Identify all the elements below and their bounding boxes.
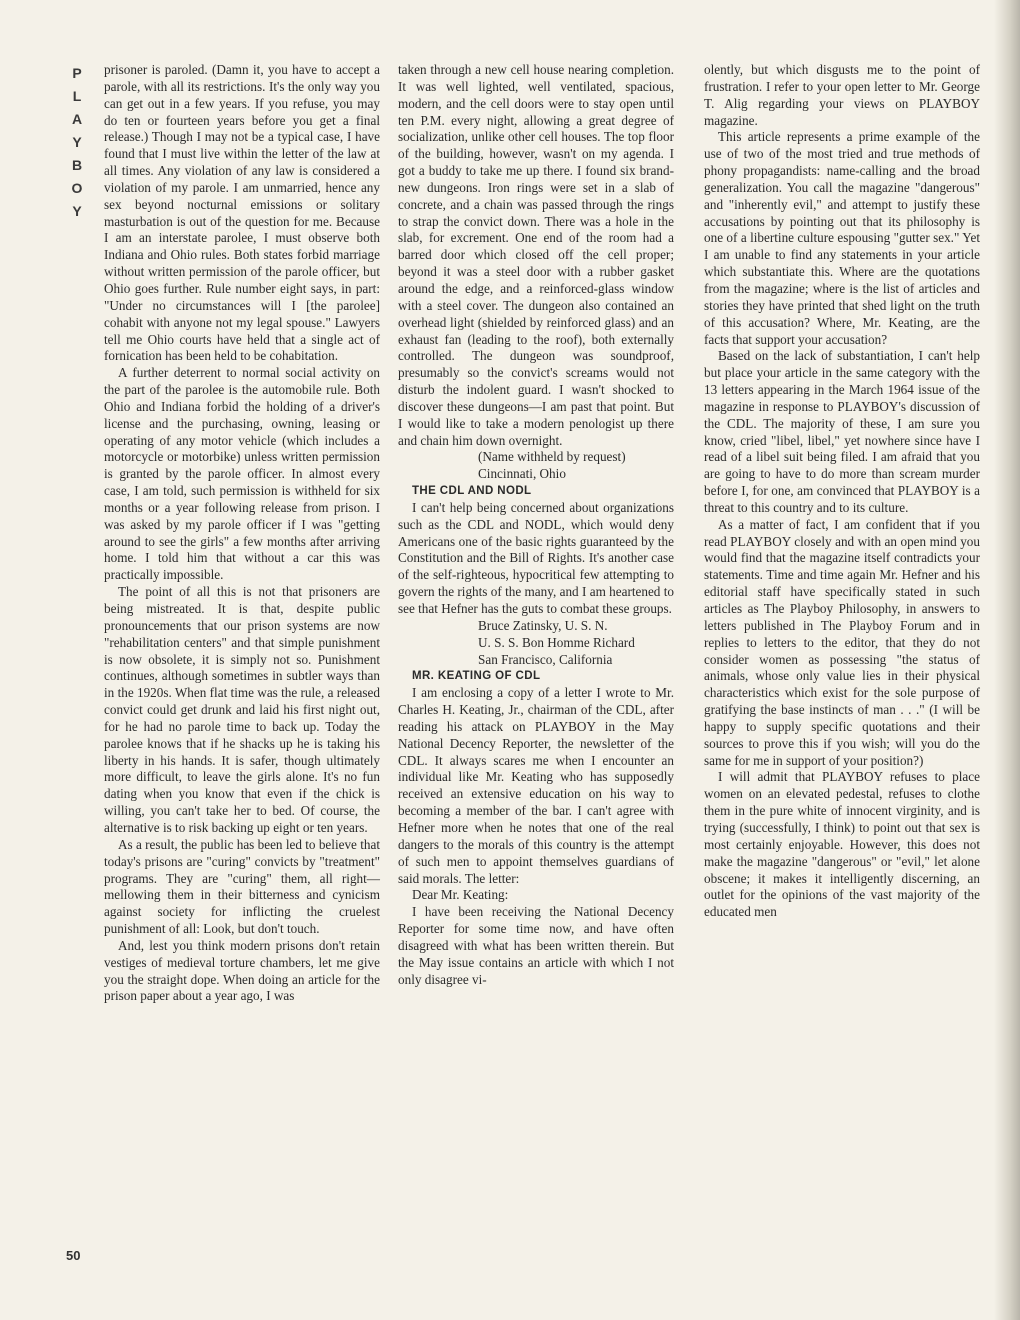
paragraph: This article represents a prime example of the use of two of the most tried and true methods of phony propagandists: name-calling and the broad generalization. You call the magazine "dangerous" and "inherently evil," and attempt to justify these accusations by pointing out that its philosophy is one of a libertine culture espousing "gutter sex." Yet I am unable to find any statements in your article which substantiate this. Where are the quotations from the magazine; where is the list of articles and stories they have printed that shed light on the truth of this accusation? Where, Mr. Keating, are the facts that support your accusation? (704, 129, 980, 347)
letter-salutation: Dear Mr. Keating: (412, 887, 509, 903)
paragraph: taken through a new cell house nearing completion. It was well lighted, well ventilated, spacious, modern, and the cell doors were to stay open until ten P.M. every night, allowing a great degree of socialization, unlike other cell houses. The top floor of the building, however, wasn't on my agenda. I got a buddy to take me up there. I found six brand-new dungeons. Iron rings were set in a slab of concrete, and a chain was passed through the rings to strap the convict down. There was a hole in the slab, for excrement. One end of the room had a barred door which closed off the cell proper; beyond it was a steel door with a rubber gasket around the edge, and a reinforced-glass window with a steel cover. The dungeon also contained an overhead light (shielded by reinforced glass) and an exhaust fan (leading to the roof), both externally controlled. The dungeon was soundproof, presumably so the convict's screams would not disturb the indolent guard. I wasn't shocked to discover these dungeons—I am past that point. But I would like to take a modern penologist up there and chain him down overnight. (398, 62, 674, 448)
logo-letter: L (72, 88, 82, 104)
logo-letter: A (71, 111, 83, 127)
magazine-side-logo (64, 62, 90, 223)
signature-name: Bruce Zatinsky, U. S. N. (478, 617, 608, 633)
text-column-2 (398, 62, 674, 988)
logo-letter: B (71, 157, 83, 173)
logo-letter: O (71, 180, 83, 196)
signature-city: San Francisco, California (478, 651, 613, 667)
page-number: 50 (66, 1248, 81, 1263)
paragraph: I can't help being concerned about organizations such as the CDL and NODL, which would deny Americans one of the basic rights guaranteed by the Constitution and the Bill of Rights. It's another case of the self-righteous, hypocritical few attempting to govern the rights of the many, and I am heartened to see that Hefner has the guts to combat these groups. (398, 499, 674, 616)
page-edge-shadow (994, 0, 1020, 1320)
signature-ship: U. S. S. Bon Homme Richard (478, 634, 635, 650)
section-heading: MR. KEATING OF CDL (412, 670, 541, 683)
logo-letter: P (72, 65, 82, 81)
section-heading: THE CDL AND NODL (412, 485, 532, 498)
paragraph: olently, but which disgusts me to the point of frustration. I refer to your open letter to Mr. George T. Alig regarding your views on PLAYBOY magazine. (704, 62, 980, 128)
logo-letter: Y (72, 203, 82, 219)
paragraph: I will admit that PLAYBOY refuses to place women on an elevated pedestal, refuses to clothe them in the pure white of innocent virginity, and is trying (successfully, I think) to point out that sex is most certainly enjoyable. However, this does not make the magazine "dangerous" or "evil," let alone obscene; it makes it intelligently discerning, an outlet for the opinions of the vast majority of the educated men (704, 769, 980, 920)
signature-city: Cincinnati, Ohio (478, 466, 566, 482)
paragraph: A further deterrent to normal social activity on the part of the parolee is the automobile rule. Both Ohio and Indiana forbid the holding of a driver's license and the purchasing, owning, leasing or operating of any motor vehicle (which includes a motorcycle or motorbike) unless written permission is granted by the parole officer. In almost every case, I am told, such permission is withheld for six months or a year following release from prison. I was asked by my parole officer if I was "getting around to see the girls" a few months after arriving home. I told him that without a car this was practically impossible. (104, 365, 380, 583)
paragraph: As a matter of fact, I am confident that if you read PLAYBOY closely and with an open mind you would find that the magazine itself contradicts your statements. Time and time again Mr. Hefner and his editorial staff have specifically stated in such articles as The Playboy Philosophy, in answers to letters published in The Playboy Forum and in replies to letters to the editor, that they do not consider women as possessing "the status of animals, whose only value lies in their physical characteristics which exist for the sole purpose of gratifying the base instincts of man . . ." (I will be happy to supply specific quotations and their sources to prove this if you wish; will you do the same for me in support of your position?) (704, 516, 980, 768)
text-column-3 (704, 62, 980, 921)
text-column-1 (104, 62, 380, 1005)
paragraph: I have been receiving the National Decency Reporter for some time now, and have often disagreed with what has been written therein. But the May issue contains an article with which I not only disagree vi- (398, 904, 674, 987)
paragraph: prisoner is paroled. (Damn it, you have to accept a parole, with all its restrictions. It's the only way you can get out in a few years. If you refuse, you may do ten or fourteen years before you get a final release.) Though I may not be a typical case, I have found that I must live within the letter of the law at all times. Any violation of any law is considered a violation of my parole. I am unmarried, hence any sex beyond nocturnal emissions or solitary masturbation is out of the question for me. Because I am an interstate parolee, I must observe both Indiana and Ohio rules. Both states forbid marriage without written permission of the parole officer, but Ohio goes further. Rule number eight says, in part: "Under no circumstances will I [the parolee] cohabit with anyone not my legal spouse." Lawyers tell me Ohio courts have held that a single act of fornication has been held to be cohabitation. (104, 62, 380, 364)
paragraph: I am enclosing a copy of a letter I wrote to Mr. Charles H. Keating, Jr., chairman of the CDL, after reading his attack on PLAYBOY in the May National Decency Reporter, the newsletter of the CDL. It always scares me when I encounter an individual like Mr. Keating who has supposedly received an extensive education on his way to becoming a member of the bar. I can't agree with Hefner more when he notes that one of the real dangers to the morals of this country is the attempt of such men to appoint themselves guardians of said morals. The letter: (398, 685, 674, 886)
paragraph: The point of all this is not that prisoners are being mistreated. It is that, despite public pronouncements that our prison systems are now "rehabilitation centers" and that simple punishment is now obsolete, it is simply not so. Punishment continues, although sometimes in subtler ways than in the 1920s. When flat time was the rule, a released convict could get drunk and laid his first night out, for he had no parole time to back up. Today the parolee knows that if he shacks up he is taking his liberty in his hands. It is safer, though ultimately more difficult, to leave the girls alone. It's no fun dating when you know that even if the chick is willing, you can't take her to bed. Of course, the alternative is to risk backing up eight or ten years. (104, 584, 380, 835)
signature-name: (Name withheld by request) (478, 449, 626, 465)
logo-letter: Y (72, 134, 82, 150)
paragraph: And, lest you think modern prisons don't retain vestiges of medieval torture chambers, let me give you the straight dope. When doing an article for the prison paper about a year ago, I was (104, 937, 380, 1004)
paragraph: Based on the lack of substantiation, I can't help but place your article in the same category with the 13 letters appearing in the March 1964 issue of the magazine in response to PLAYBOY's discussion of the CDL. The majority of these, I am sure you know, cried "libel, libel," yet nowhere since have I read of a libel suit being filed. I am afraid that you are going to have to do more than scream murder before I, for one, am convinced that PLAYBOY is a threat to this country and to its culture. (704, 348, 980, 515)
paragraph: As a result, the public has been led to believe that today's prisons are "curing" convicts by "treatment" programs. They are "curing" them, all right—mellowing them in their bitterness and cynicism against society for inflicting the cruelest punishment of all: Look, but don't touch. (104, 836, 380, 937)
